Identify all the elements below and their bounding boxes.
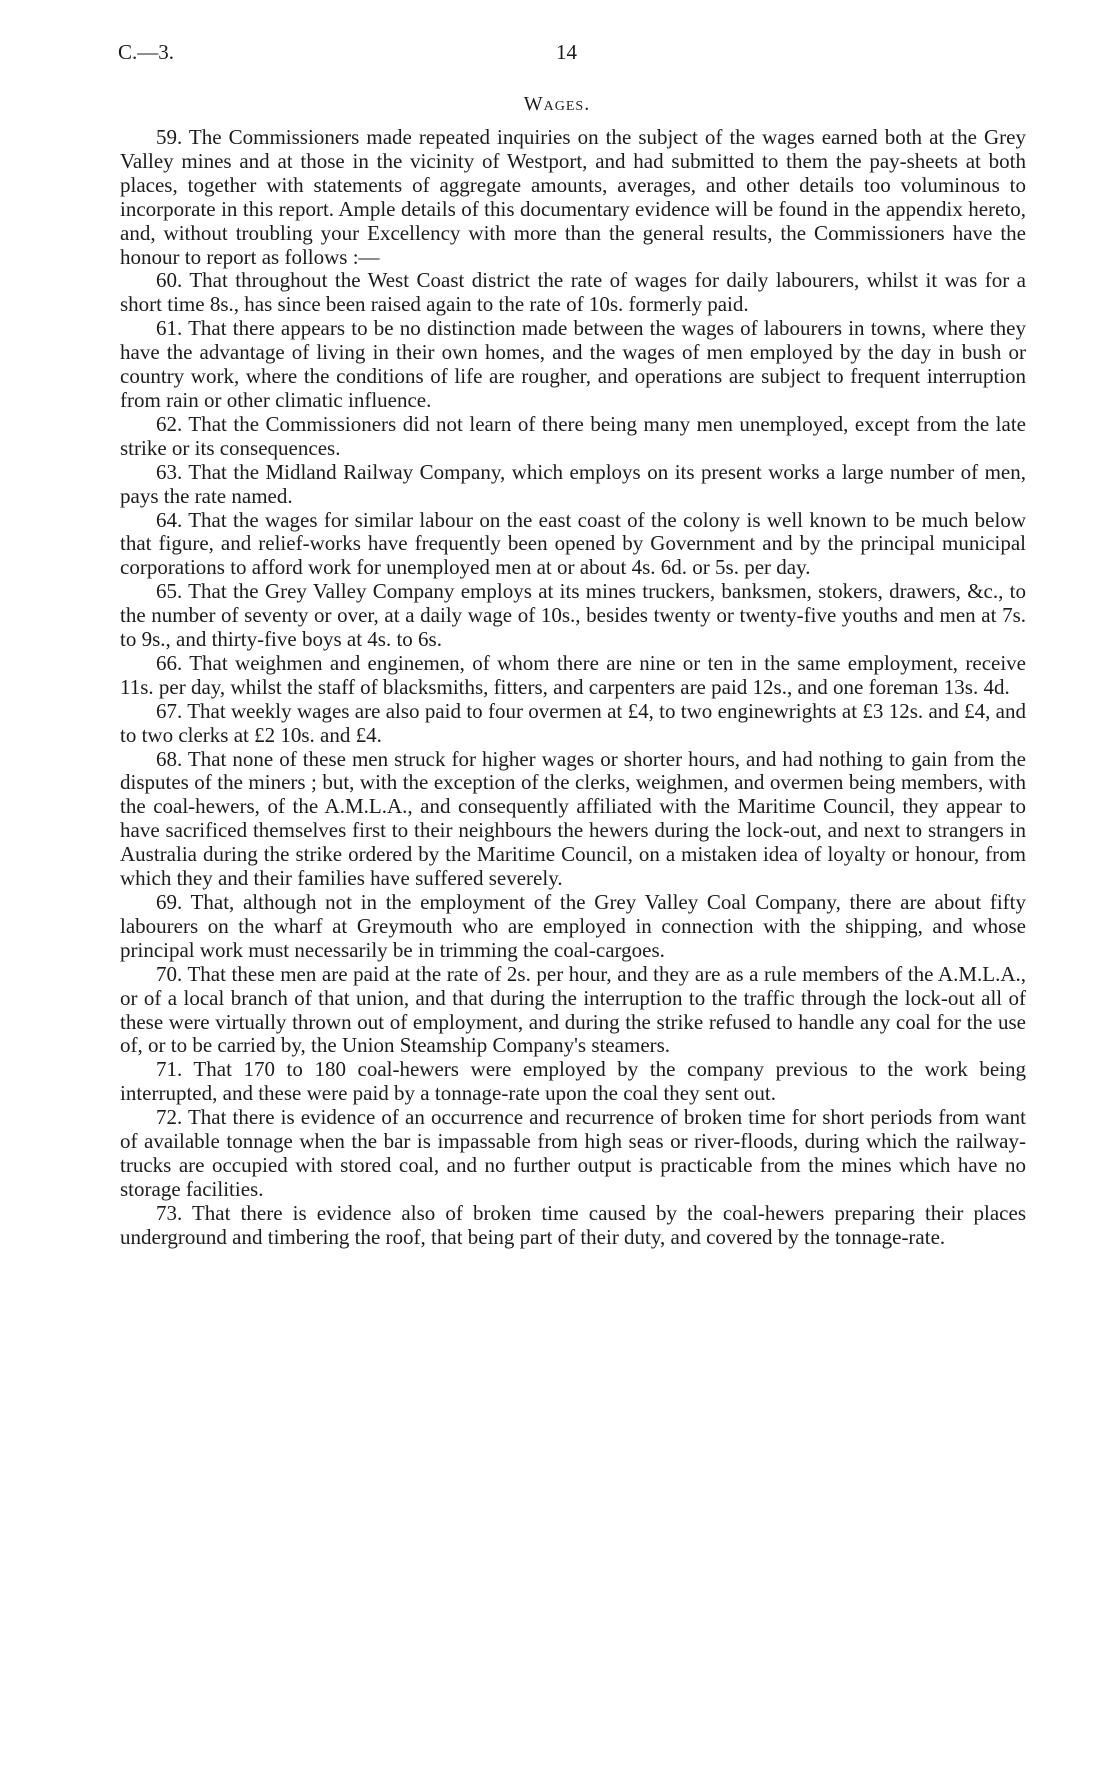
body-text — [120, 126, 1026, 1250]
paragraph-70: 70. That these men are paid at the rate of 2s. per hour, and they are as a rule members of the A.M.L.A., or of a local branch of that union, and that during the interruption to the traffic through the lock-out all of these were virtually thrown out of employment, and during the strike refused to handle any coal for the use of, or to be carried by, the Union Steamship Company's steamers. — [120, 961, 1026, 1058]
paragraph-63: 63. That the Midland Railway Company, which employs on its present works a large number of men, pays the rate named. — [120, 459, 1026, 508]
paragraph-66: 66. That weighmen and enginemen, of whom there are nine or ten in the same employment, receive 11s. per day, whilst the staff of blacksmiths, fitters, and carpenters are paid 12s., and one foreman 13s. 4d. — [120, 650, 1026, 699]
section-title: Wages. — [523, 93, 591, 115]
paragraph-67: 67. That weekly wages are also paid to four overmen at £4, to two enginewrights at £3 12s. and £4, and to two clerks at £2 10s. and £4. — [120, 698, 1026, 747]
running-head — [118, 40, 578, 70]
paragraph-65: 65. That the Grey Valley Company employs at its mines truckers, banksmen, stokers, drawers, &c., to the number of seventy or over, at a daily wage of 10s., besides twenty or twenty-five youths and men at 7s. to 9s., and thirty-five boys at 4s. to 6s. — [120, 579, 1026, 652]
paragraph-69: 69. That, although not in the employment of the Grey Valley Coal Company, there are about fifty labourers on the wharf at Greymouth who are employed in connection with the shipping, and whose principal work must necessarily be in trimming the coal-cargoes. — [120, 890, 1026, 962]
paragraph-59: 59. The Commissioners made repeated inquiries on the subject of the wages earned both at the Grey Valley mines and at those in the vicinity of Westport, and had submitted to them the pay-sheets at both places, together with statements of aggregate amounts, averages, and other details too voluminous to incorporate in this report. Ample details of this documentary evidence will be found in the appendix hereto, and, without troubling your Excellency with more than the general results, the Commissioners have the honour to report as follows :— — [120, 125, 1026, 269]
paragraph-64: 64. That the wages for similar labour on the east coast of the colony is well known to be much below that figure, and relief-works have frequently been opened by Government and by the principal municipal corporations to afford work for unemployed men at or about 4s. 6d. or 5s. per day. — [120, 507, 1026, 580]
paragraph-72: 72. That there is evidence of an occurrence and recurrence of broken time for short periods from want of available tonnage when the bar is impassable from high seas or river-floods, during which the railway-trucks are occupied with stored coal, and no further output is practicable from the mines which have no storage facilities. — [120, 1105, 1026, 1201]
report-reference: C.—3. — [118, 40, 175, 64]
page-number: 14 — [556, 40, 577, 64]
paragraph-68: 68. That none of these men struck for higher wages or shorter hours, and had nothing to gain from the disputes of the miners ; but, with the exception of the clerks, weighmen, and overmen being members, with the coal-hewers, of the A.M.L.A., and consequently affiliated with the Maritime Council, they appear to have sacrificed themselves first to their neighbours the hewers during the lock-out, and next to strangers in Australia during the strike ordered by the Maritime Council, on a mistaken idea of loyalty or honour, from which they and their families have suffered severely. — [120, 746, 1026, 891]
paragraph-73: 73. That there is evidence also of broken time caused by the coal-hewers preparing their places underground and timbering the roof, that being part of their duty, and covered by the tonnage-rate. — [120, 1200, 1026, 1249]
paragraph-62: 62. That the Commissioners did not learn of there being many men unemployed, except from the late strike or its consequences. — [120, 411, 1026, 460]
paragraph-71: 71. That 170 to 180 coal-hewers were employed by the company previous to the work being interrupted, and these were paid by a tonnage-rate upon the coal they sent out. — [120, 1057, 1026, 1106]
paragraph-61: 61. That there appears to be no distinction made between the wages of labourers in towns, where they have the advantage of living in their own homes, and the wages of men employed by the day in bush or country work, where the conditions of life are rougher, and operations are subject to frequent interruption from rain or other climatic influence. — [120, 316, 1026, 412]
paragraph-60: 60. That throughout the West Coast district the rate of wages for daily labourers, whilst it was for a short time 8s., has since been raised again to the rate of 10s. formerly paid. — [120, 268, 1026, 317]
